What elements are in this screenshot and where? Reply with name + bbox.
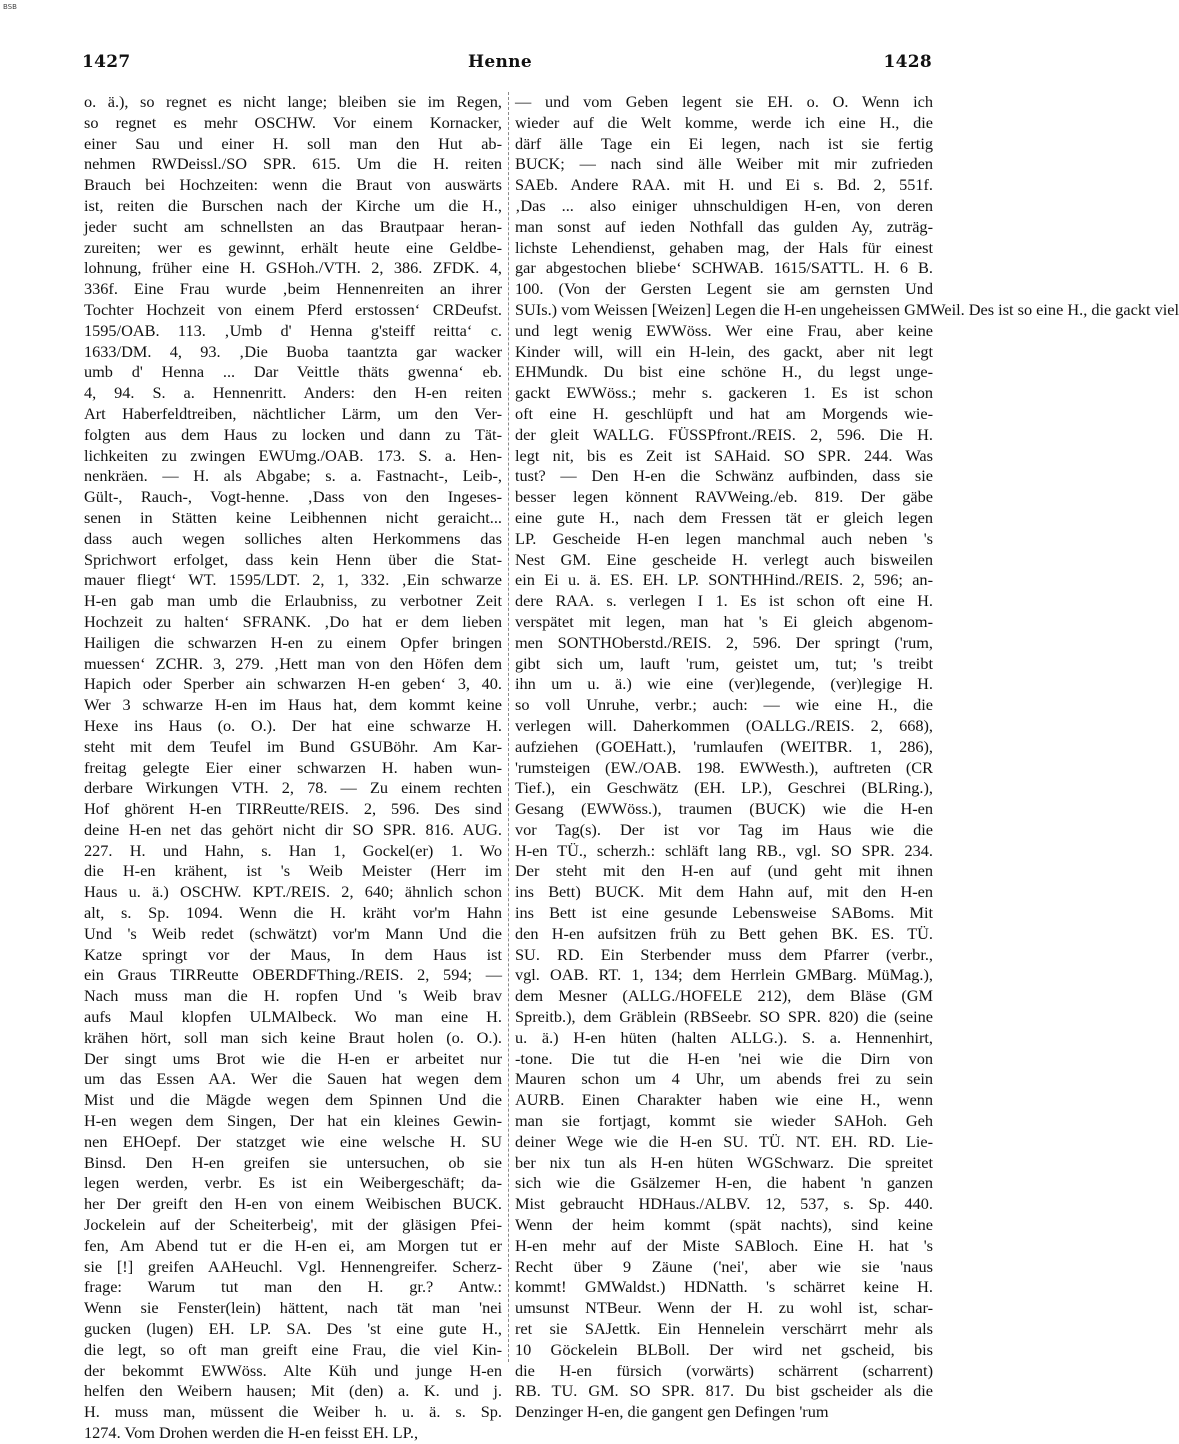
text-line: Katze springt vor der Maus, In dem Haus ist [84,944,502,964]
text-line: der gleit WALLG. FÜSSPfront./REIS. 2, 596. Die H. [515,424,933,444]
text-line: u. ä.) H-en hüten (halten ALLG.). S. a. Hennenhirt, [515,1027,933,1047]
text-line: därf älle Tage ein Ei legen, nach ist sie fertig [515,133,933,153]
text-line: ber nix tun als H-en hüten WGSchwarz. Die spreitet [515,1152,933,1172]
text-line: dass auch wegen solliches alten Herkommens das [84,528,502,548]
text-line: 'rumsteigen (EW./OAB. 198. EWWesth.), auftreten (CR [515,757,933,777]
text-line: sie [!] greifen AAHeuchl. Vgl. Hennengreifer. Scherz- [84,1256,502,1276]
text-line: Jockelein auf der Scheiterbeig', mit der gläsigen Pfei- [84,1215,502,1235]
text-line: so voll Unruhe, verbr.; auch: — wie eine H., die [515,695,933,715]
text-line: und legt wenig EWWöss. Wer eine Frau, aber keine [515,320,933,340]
text-line: her Der greift den H-en von einem Weibischen BUCK. [84,1194,502,1214]
text-line: dere RAA. s. verlegen I 1. Es ist schon oft eine H. [515,591,933,611]
text-line: ein Graus TIRReutte OBERDFThing./REIS. 2, 594; — [84,965,502,985]
text-line: Tochter Hochzeit von einem Pferd erstossen‘ CRDeufst. [84,299,502,319]
text-line: SU. RD. Ein Sterbender muss dem Pfarrer (verbr., [515,944,933,964]
text-line: ‚Das ... also einiger uhnschuldigen H-en, von deren [515,195,933,215]
text-line: — und vom Geben legent sie EH. o. O. Wenn ich [515,92,933,111]
text-line: die H-en krähent, ist 's Weib Meister (Herr im [84,861,502,881]
text-line: derbare Wirkungen VTH. 2, 78. — Zu einem rechten [84,778,502,798]
text-line: deiner Wege wie die H-en SU. TÜ. NT. EH. RD. Lie- [515,1131,933,1151]
text-line: gar abgestochen bliebe‘ SCHWAB. 1615/SATTL. H. 6 B. [515,258,933,278]
right-column [515,92,1179,1422]
left-page-number: 1427 [82,52,131,72]
text-line: 10 Göckelein BLBoll. Der wird net gscheid, bis [515,1339,933,1359]
text-line: o. ä.), so regnet es nicht lange; bleiben sie im Regen, [84,92,502,111]
text-line: nen EHOepf. Der statzget wie eine welsche H. SU [84,1131,502,1151]
text-line: besser legen könnent RAVWeing./eb. 819. Der gäbe [515,487,933,507]
text-line: lohnung, früher eine H. GSHoh./VTH. 2, 386. ZFDK. 4, [84,258,502,278]
text-line: verlegen will. Daherkommen (OALLG./REIS. 2, 668), [515,715,933,735]
text-line: EHMundk. Du bist eine schöne H., du legst unge- [515,362,933,382]
text-line: Wenn der heim kommt (spät nachts), sind keine [515,1215,933,1235]
text-line: aufziehen (GOEHatt.), 'rumlaufen (WEITBR. 1, 286), [515,736,933,756]
text-line: Nach muss man die H. ropfen Und 's Weib brav [84,986,502,1006]
left-column [84,92,502,1442]
text-line: H-en mehr auf der Miste SABloch. Eine H. hat 's [515,1235,933,1255]
text-line: Der singt ums Brot wie die H-en er arbeitet nur [84,1048,502,1068]
text-line: krähen hört, soll man sich keine Braut holen (o. O.). [84,1027,502,1047]
text-line: nenkräen. — H. als Abgabe; s. a. Fastnacht-, Leib-, [84,466,502,486]
text-line: Brauch bei Hochzeiten: wenn die Braut von auswärts [84,175,502,195]
text-line: umsunst NTBeur. Wenn der H. zu wohl ist, schar- [515,1298,933,1318]
text-line: man sonst auf ieden Nothfall das gulden Ay, zuträg- [515,216,933,236]
text-line: RB. TU. GM. SO SPR. 817. Du bist gscheider als die [515,1381,933,1401]
text-line: verspätet mit legen, man hat 's Ei gleich abgenom- [515,611,933,631]
text-line: Der steht mit den H-en auf (und geht mit ihnen [515,861,933,881]
text-line: Hochzeit zu halten‘ SFRANK. ‚Do hat er dem lieben [84,611,502,631]
text-line: Mauren schon um 4 Uhr, um abends frei zu sein [515,1069,933,1089]
text-line: alt, s. Sp. 1094. Wenn die H. kräht vor'm Hahn [84,903,502,923]
text-line: Recht über 9 Zäune ('nei', aber wie sie 'naus [515,1256,933,1276]
text-line: helfen den Weibern hausen; Mit (den) a. K. und j. [84,1381,502,1401]
text-line: um das Essen AA. Wer die Sauen hat wegen dem [84,1069,502,1089]
text-line: 1274. Vom Drohen werden die H-en feisst EH. LP., [84,1423,419,1442]
text-line: 1595/OAB. 113. ‚Umb d' Henna g'steiff reitta‘ c. [84,320,502,340]
text-line: die H-en fürsich (vorwärts) schärrent (scharrent) [515,1360,933,1380]
text-line: so regnet es mehr OSCHW. Vor einem Kornacker, [84,112,502,132]
text-line: H-en TÜ., scherzh.: schläft lang RB., vgl. SO SPR. 234. [515,840,933,860]
page-title: Henne [468,52,532,72]
text-line: ret sie SAJettk. Ein Hennelein verschärrt mehr als [515,1319,933,1339]
text-line: jeder sucht am schnellsten an das Brautpaar heran- [84,216,502,236]
text-line: einer Sau und einer H. soll man den Hut ab- [84,133,502,153]
column-divider [508,92,509,1362]
text-line: mauer fliegt‘ WT. 1595/LDT. 2, 1, 332. ‚Ein schwarze [84,570,502,590]
text-line: lichste Lehendienst, gehaben mag, der Hals für einest [515,237,933,257]
text-line: sich wie die Gsälzemer H-en, die habent 'n ganzen [515,1173,933,1193]
text-line: 4, 94. S. a. Hennenritt. Anders: den H-en reiten [84,383,502,403]
text-line: ein Ei u. ä. ES. EH. LP. SONTHHind./REIS. 2, 596; an- [515,570,933,590]
text-line: H. muss man, müssent die Weiber h. u. ä. s. Sp. [84,1402,502,1422]
text-line: frage: Warum tut man den H. gr.? Antw.: [84,1277,502,1297]
text-line: kommt! GMWaldst.) HDNatth. 's schärret keine H. [515,1277,933,1297]
text-line: oft eine H. geschlüpft und hat am Morgends wie- [515,403,933,423]
text-line: Hailigen die schwarzen H-en zu einem Opfer bringen [84,632,502,652]
text-line: 227. H. und Hahn, s. Han 1, Gockel(er) 1. Wo [84,840,502,860]
text-line: H-en gab man umb die Erlaubniss, zu verbotner Zeit [84,591,502,611]
text-line: ins Bett ist eine gesunde Lebensweise SABoms. Mit [515,903,933,923]
text-line: SAEb. Andere RAA. mit H. und Ei s. Bd. 2, 551f. [515,175,933,195]
text-line: Art Haberfeldtreiben, nächtlicher Lärm, um den Ver- [84,403,502,423]
text-line: lichkeiten zu zwingen EWUmg./OAB. 173. S. a. Hen- [84,445,502,465]
text-line: nehmen RWDeissl./SO SPR. 615. Um die H. reiten [84,154,502,174]
text-line: gibt sich um, lauft 'rum, geistet um, tut; 's treibt [515,653,933,673]
text-line: ins Bett) BUCK. Mit dem Hahn auf, mit den H-en [515,882,933,902]
text-line: 336f. Eine Frau wurde ‚beim Hennenreiten an ihrer [84,279,502,299]
text-line: Hexe ins Haus (o. O.). Der hat eine schwarze H. [84,715,502,735]
text-line: BUCK; — nach sind älle Weiber mit mir zufrieden [515,154,933,174]
text-line: H-en wegen dem Singen, Der hat ein kleines Gewin- [84,1111,502,1131]
text-line: senen in Stätten keine Leibhennen nicht geraicht... [84,507,502,527]
text-line: Sprichwort erfolget, dass kein Henn über die Stat- [84,549,502,569]
text-line: vor Tag(s). Der ist vor Tag im Haus wie die [515,819,933,839]
text-line: Hapich oder Sperber ain schwarzen H-en geben‘ 3, 40. [84,674,502,694]
text-line: Gült-, Rauch-, Vogt-henne. ‚Dass von den Ingeses- [84,487,502,507]
text-line: legt nit, bis es Zeit ist SAHaid. SO SPR. 244. Was [515,445,933,465]
text-line: zureiten; wer es gewinnt, erhält heute eine Geldbe- [84,237,502,257]
text-line: Kinder will, will ein H-lein, des gackt, aber nit legt [515,341,933,361]
text-line: tust? — Den H-en die Schwänz aufbinden, dass sie [515,466,933,486]
text-line: Tief.), ein Geschwätz (EH. LP.), Geschrei (BLRing.), [515,778,933,798]
text-line: Wenn sie Fenster(lein) hättent, nach tät man 'nei [84,1298,502,1318]
text-line: Mist und die Mägde wegen dem Spinnen Und die [84,1090,502,1110]
text-line: SUIs.) vom Weissen [Weizen] Legen die H-en ungeheissen GMWeil. Des ist so eine H., die gackt viel [515,299,1179,319]
text-line: freitag gelegte Eier einer schwarzen H. haben wun- [84,757,502,777]
text-line: Wer 3 schwarze H-en im Haus hat, dem kommt keine [84,695,502,715]
text-line: Spreitb.), dem Gräblein (RBSeebr. SO SPR. 820) die (seine [515,1007,933,1027]
text-line: der bekommt EWWöss. Alte Küh und junge H-en [84,1360,502,1380]
text-line: legen werden, verbr. Es ist ein Weibergeschäft; da- [84,1173,502,1193]
text-line: Nest GM. Eine gescheide H. verlegt auch bisweilen [515,549,933,569]
text-line: 100. (Von der Gersten Legent sie am gernsten Und [515,279,933,299]
right-page-number: 1428 [883,52,932,72]
text-line: AURB. Einen Charakter haben wie eine H., wenn [515,1090,933,1110]
text-line: eine gute H., nach dem Fressen tät er gleich legen [515,507,933,527]
text-line: folgten aus dem Haus zu locken und dann zu Tät- [84,424,502,444]
text-line: Mist gebraucht HDHaus./ALBV. 12, 537, s. Sp. 440. [515,1194,933,1214]
text-line: ist, reiten die Burschen nach der Kirche um die H., [84,195,502,215]
text-line: aufs Maul klopfen ULMAlbeck. Wo man eine H. [84,1007,502,1027]
text-line: man sie fortjagt, kommt sie wieder SAHoh. Geh [515,1111,933,1131]
text-line: den H-en aufsitzen früh zu Bett gehen BK. ES. TÜ. [515,923,933,943]
text-line: ihn um u. ä.) wie eine (ver)legende, (ver)legige H. [515,674,933,694]
text-line: Hof ghörent H-en TIRReutte/REIS. 2, 596. Des sind [84,799,502,819]
text-line: gackt EWWöss.; mehr s. gackeren 1. Es ist schon [515,383,933,403]
text-line: vgl. OAB. RT. 1, 134; dem Herrlein GMBarg. MüMag.), [515,965,933,985]
text-line: steht mit dem Teufel im Bund GSUBöhr. Am Kar- [84,736,502,756]
text-line: Binsd. Den H-en greifen sie untersuchen, ob sie [84,1152,502,1172]
text-line: dem Mesner (ALLG./HOFELE 212), dem Bläse (GM [515,986,933,1006]
text-line: wieder auf die Welt komme, werde ich eine H., die [515,112,933,132]
text-line: Gesang (EWWöss.), traumen (BUCK) wie die H-en [515,799,933,819]
library-stamp: BSB [3,3,17,11]
text-line: Und 's Weib redet (schwätzt) vor'm Mann Und die [84,923,502,943]
text-line: 1633/DM. 4, 93. ‚Die Buoba taantzta gar wacker [84,341,502,361]
text-line: Denzinger H-en, die gangent gen Defingen 'rum [515,1402,829,1422]
text-line: umb d' Henna ... Dar Veittle thäts gwenna‘ eb. [84,362,502,382]
text-line: muessen‘ ZCHR. 3, 279. ‚Hett man von den Höfen dem [84,653,502,673]
text-line: deine H-en net das gehört nicht dir SO SPR. 816. AUG. [84,819,502,839]
text-line: gucken (lugen) EH. LP. SA. Des 'st eine gute H., [84,1319,502,1339]
text-line: die legt, so oft man greift eine Frau, die viel Kin- [84,1339,502,1359]
text-line: men SONTHOberstd./REIS. 2, 596. Der springt ('rum, [515,632,933,652]
text-line: -tone. Die tut die H-en 'nei wie die Dirn von [515,1048,933,1068]
text-line: fen, Am Abend tut er die H-en ei, am Morgen tut er [84,1235,502,1255]
text-line: LP. Gescheide H-en legen manchmal auch neben 's [515,528,933,548]
text-line: Haus u. ä.) OSCHW. KPT./REIS. 2, 640; ähnlich schon [84,882,502,902]
